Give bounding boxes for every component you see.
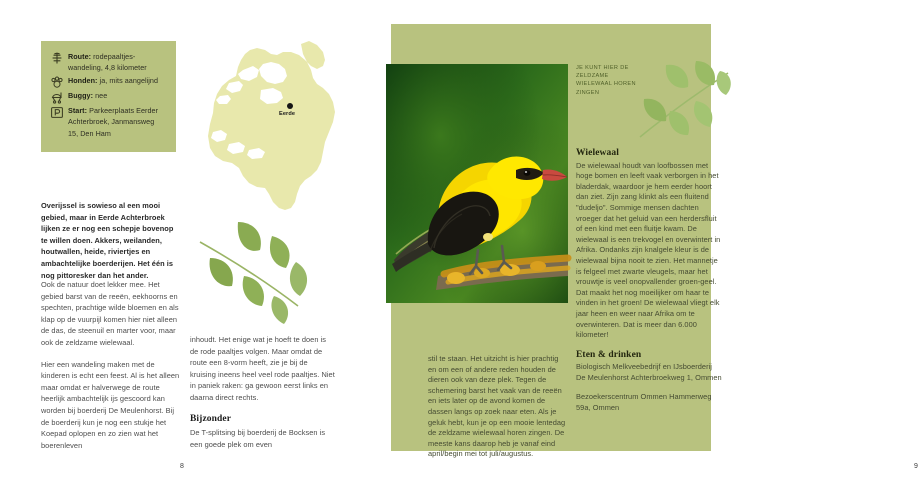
info-row-buggy: [49, 90, 166, 104]
info-row-start: [49, 105, 166, 139]
dog-paw-icon: [49, 76, 65, 89]
left-col1-para-1: Ook de natuur doet lekker mee. Het gebied barst van de reeën, eekhoorns en spechten, prachtige wilde bloemen en als klap op de vuurpijl komen hier niet alleen de das, de steenuil en marter voor, maar ook de zeldzame wielewaal.: [41, 280, 179, 347]
parking-icon: [49, 106, 65, 119]
address-item-2: Bezoekerscentrum Ommen Hammerweg 59a, Ommen: [576, 392, 712, 413]
info-label-route: Route:: [68, 52, 92, 61]
left-column-one: [41, 279, 181, 461]
info-row-route: [49, 51, 166, 74]
map-location-dot: [287, 103, 293, 109]
info-value-dogs: ja, mits aangelijnd: [97, 75, 159, 85]
route-info-box: [41, 41, 176, 152]
leaf-branch-icon-right: [636, 59, 734, 159]
info-row-dogs-text: [68, 75, 158, 86]
info-value-route: rodepaaltjes-wandeling, 4,8 kilometer: [68, 52, 147, 73]
right-continuation-column: [428, 354, 568, 460]
page-number-left: 8: [180, 463, 184, 470]
wielewaal-heading: Wielewaal: [576, 148, 619, 158]
bijzonder-body: De T-splitsing bij boerderij de Bocksen is een goede plek om even: [190, 428, 326, 449]
kicker-caption: JE KUNT HIER DE ZELDZAME WIELEWAAL HOREN ZINGEN: [576, 65, 636, 96]
eten-drinken-heading: Eten & drinken: [576, 349, 642, 360]
left-col2-para-1: inhoudt. Het enige wat je hoeft te doen is de rode paaltjes volgen. Maar omdat de route een 8-vorm heeft, zie je bij de kruising ineens heel veel rode paaltjes. Niet in paniek raken: ga gewoon eerst links en daarna direct rechts.: [190, 335, 335, 402]
left-page: [0, 0, 367, 490]
info-label-start: Start:: [68, 105, 88, 115]
right-page: [367, 0, 918, 490]
left-col1-para-2: Hier een wandeling maken met de kinderen is echt een feest. Al is het alleen maar omdat er halverwege de route heerlijk ambachtelijk ijs gescoord kan worden bij boerderij De Meulenhorst. Bij de boerderij kun je nog een stukje het Koepad oplopen en zo zien wat het boerenleven: [41, 359, 180, 450]
info-label-dogs: Honden:: [68, 75, 98, 85]
info-row-route-text: [68, 51, 166, 74]
olive-content-panel: [391, 24, 722, 459]
leaf-branch-icon: [192, 214, 312, 329]
netherlands-map-outline-icon: [205, 36, 355, 226]
bird-photo-illustration: [386, 64, 568, 303]
info-row-buggy-text: [68, 90, 107, 101]
netherlands-map: [205, 36, 355, 226]
address-item-1: Biologisch Melkveebedrijf en IJsboerderij De Meulenhorst Achterbroekweg 1, Ommen: [576, 362, 722, 382]
left-column-two: [190, 334, 335, 460]
info-value-start: Parkeerplaats Eerder Achterbroek, Janmansweg 15, Den Ham: [68, 105, 159, 138]
golden-oriole-photo: [386, 64, 568, 303]
info-value-buggy: nee: [93, 90, 108, 100]
wielewaal-body-1: De wielewaal houdt van loofbossen met hoge bomen en leeft vaak verborgen in het bladerdak, waardoor je hem eerder hoort dan ziet. Zijn zang klinkt als een fluitend "dudeljo". Sommige mensen dachten vroeger dat het geluid van een herdersfluit of een kind met een fluitje kwam. De wielewaal is een trekvogel en overwintert in Afrika. Ondanks zijn knalgele kleur is de wielewaal bijna nooit te zien. Het mannetje is felgeel met zwarte vleugels, maar het vrouwtje is veel onopvallender groen-geel. Dat maakt het nog moeilijker om haar te vinden in het groen! De wielewaal vliegt elk jaar heen en weer naar Afrika om te overwinteren. Dat is meer dan 6.000 kilometer!: [576, 160, 721, 340]
info-row-dogs: [49, 75, 166, 89]
page-number-right: 9: [914, 463, 918, 470]
intro-bold-paragraph: Overijssel is sowieso al een mooi gebied, maar in Eerde Achterbroek lijken ze er nog een schepje bovenop te willen doen. Akkers, weilanden, houtwallen, heide, riviertjes en ambachtelijke boerderijen. Het één is nog pittoresker dan het ander.: [41, 201, 174, 280]
hiking-boot-icon: [49, 52, 65, 65]
right-continuation-text: stil te staan. Het uitzicht is hier prachtig en om een of andere reden houden de dieren ook van deze plek. Tegen de schemering barst het vaak van de reeën en iets later op de avond komen de dassen langs op zoek naar eten. Als je geluk hebt, kun je op een mooie lentedag de zeldzame wielewaal horen zingen. De meeste kans daarop heb je vanaf eind april/begin mei tot juli/augustus.: [428, 354, 566, 459]
leaf-branch-illustration-left: [192, 214, 312, 329]
info-label-buggy: Buggy:: [68, 90, 94, 100]
stroller-icon: [49, 91, 65, 104]
wielewaal-article: [576, 148, 722, 423]
bijzonder-heading: Bijzonder: [190, 413, 232, 424]
info-row-start-text: [68, 105, 166, 139]
map-location-label: Eerde: [279, 111, 296, 117]
leaf-branch-illustration-right: [636, 59, 734, 159]
